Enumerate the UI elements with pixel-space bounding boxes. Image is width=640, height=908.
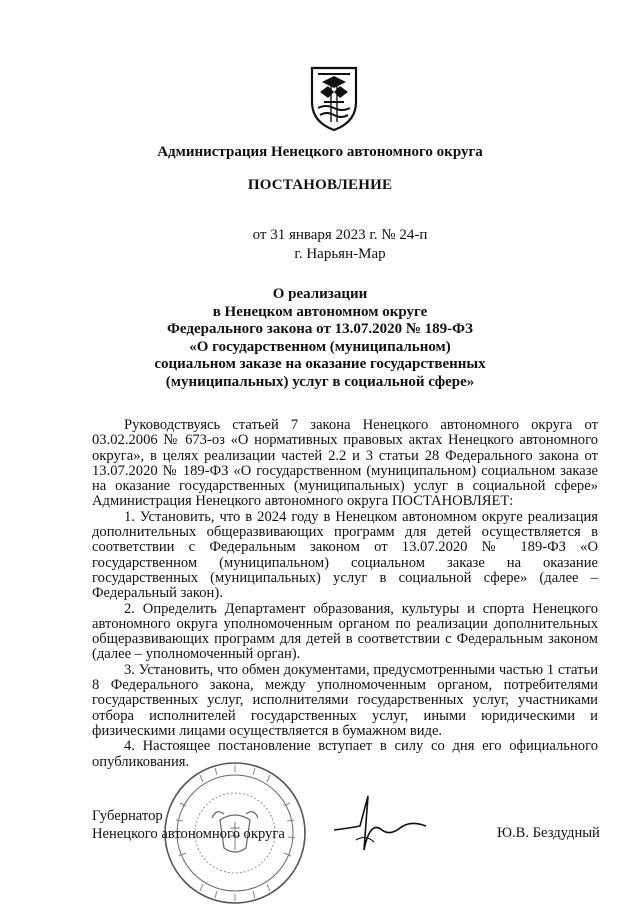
paragraph-item-3: 3. Установить, что обмен документами, предусмотренными частью 1 статьи 8 Федерального закона, между уполномоченным органом, потребителями государственных услуг, исполнителями государственных услуг, участниками отбора исполнителей государственных услуг, иными юридическими и физическими лицами осуществляется в бумажном виде. bbox=[92, 661, 598, 739]
document-body bbox=[92, 418, 598, 770]
document-type: ПОСТАНОВЛЕНИЕ bbox=[247, 177, 393, 193]
paragraph-item-4: 4. Настоящее постановление вступает в силу со дня его официального опубликования. bbox=[92, 738, 598, 770]
title-line: Федерального закона от 13.07.2020 № 189-ФЗ bbox=[167, 321, 473, 338]
title-line: «О государственном (муниципальном) bbox=[189, 338, 451, 355]
signatory-position-line: Губернатор bbox=[92, 808, 163, 824]
signatory-position bbox=[92, 807, 285, 843]
signature-icon bbox=[330, 790, 440, 870]
paragraph-item-1: 1. Установить, что в 2024 году в Ненецком автономном округе реализация дополнительных общеразвивающих программ для детей осуществляется в соответствии с Федеральным законом от 13.07.2020 № 189-ФЗ «О государственном (муниципальном) социальном заказе на оказание государственных (муниципальных) услуг в социальной сфере» (далее – Федеральный закон). bbox=[92, 508, 598, 602]
paragraph-preamble: Руководствуясь статьей 7 закона Ненецкого автономного округа от 03.02.2006 № 673-оз «О нормативных правовых актах Ненецкого автономного округа», в целях реализации частей 2.2 и 3 статьи 28 Федерального закона от 13.07.2020 № 189-ФЗ «О государственном (муниципальном) социальном заказе на оказание государственных (муниципальных) услуг в социальной сфере» Администрация Ненецкого автономного округа ПОСТАНОВЛЯЕТ: bbox=[92, 417, 598, 510]
title-line: в Ненецком автономном округе bbox=[212, 303, 428, 320]
document-title bbox=[0, 286, 640, 392]
title-line: О реализации bbox=[272, 286, 368, 302]
signatory-name: Ю.В. Бездудный bbox=[497, 825, 600, 841]
title-line: (муниципальных) услуг в социальной сфере» bbox=[165, 373, 475, 390]
document-city: г. Нарьян-Мар bbox=[294, 246, 386, 262]
paragraph-item-2: 2. Определить Департамент образования, культуры и спорта Ненецкого автономного округа уполномоченным органом по реализации дополнительных общеразвивающих программ для детей в соответствии с Федеральным законом (далее – уполномоченный орган). bbox=[92, 600, 598, 663]
organization-name: Администрация Ненецкого автономного округа bbox=[157, 144, 483, 160]
coat-of-arms-icon bbox=[298, 62, 370, 134]
signatory-position-line: Ненецкого автономного округа bbox=[92, 826, 285, 842]
document-date-number: от 31 января 2023 г. № 24-п bbox=[252, 227, 428, 243]
title-line: социальном заказе на оказание государственных bbox=[154, 356, 486, 373]
